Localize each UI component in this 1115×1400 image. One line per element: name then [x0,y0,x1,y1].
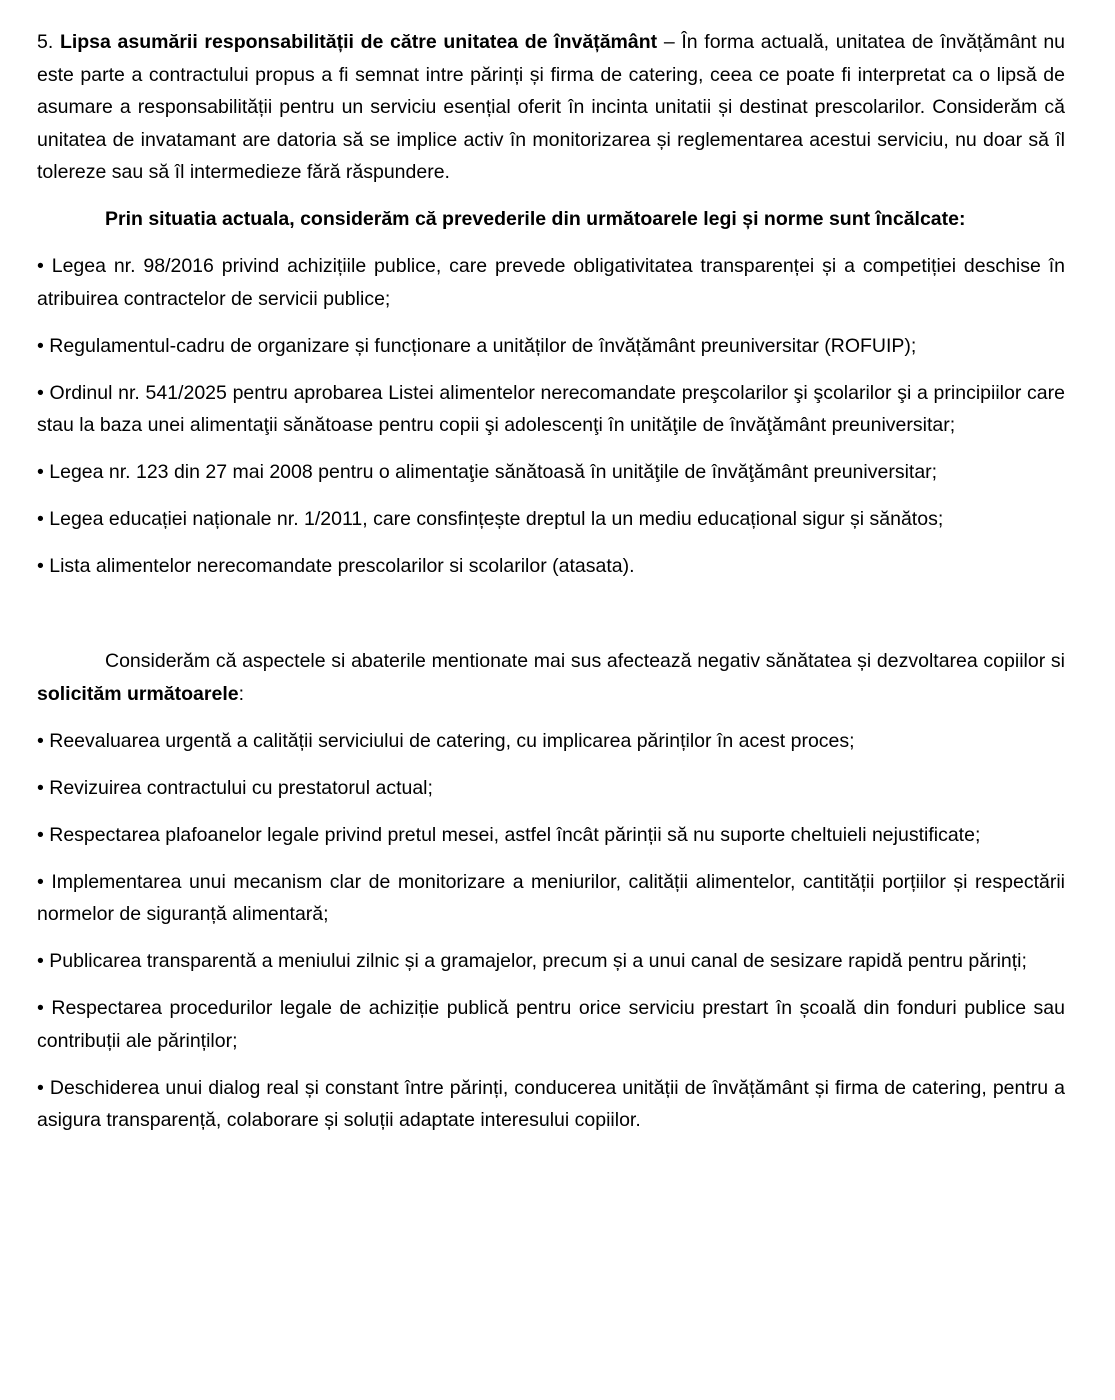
request-item: • Reevaluarea urgentă a calității serviciului de catering, cu implicarea părinților în acest proces; [37,725,1065,758]
section-number: 5. [37,31,54,53]
request-item: • Respectarea plafoanelor legale privind pretul mesei, astfel încât părinții să nu suporte cheltuieli nejustificate; [37,819,1065,852]
laws-intro: Prin situatia actuala, considerăm că prevederile din următoarele legi și norme sunt încălcate: [105,208,966,230]
requests-intro-colon: : [238,682,245,705]
law-item: • Legea nr. 98/2016 privind achizițiile publice, care prevede obligativitatea transparenței și a competiției deschise în atribuirea contractelor de servicii publice; [37,250,1065,315]
law-item: • Legea nr. 123 din 27 mai 2008 pentru o alimentaţie sănătoasă în unităţile de învăţământ preuniversitar; [37,456,1065,489]
section-5-paragraph [37,26,1065,189]
request-item: • Deschiderea unui dialog real și constant între părinți, conducerea unității de învățământ și firma de catering, pentru a asigura transparență, colaborare și soluții adaptate interesului copiilor. [37,1072,1065,1137]
section-body: În forma actuală, unitatea de învățământ nu este parte a contractului propus a fi semnat intre părinți și firma de catering, ceea ce poate fi interpretat ca o lipsă de asumare a responsabilității pentru un serviciu esențial oferit în incinta unitatii și destinat prescolarilor. Considerăm că unitatea de invatamant are datoria să se implice activ în monitorizarea și reglementarea acestui serviciu, nu doar să îl tolereze sau să îl intermedieze fără răspundere. [37,31,1066,183]
request-item: • Respectarea procedurilor legale de achiziție publică pentru orice serviciu prestart în școală din fonduri publice sau contribuții ale părinților; [37,992,1065,1057]
law-item: • Ordinul nr. 541/2025 pentru aprobarea Listei alimentelor nerecomandate preşcolarilor şi şcolarilor şi a principiilor care stau la baza unei alimentaţii sănătoase pentru copii şi adolescenţi în unităţile de învăţământ preuniversitar; [37,377,1065,442]
paragraph-gap [37,597,1065,645]
request-item: • Revizuirea contractului cu prestatorul actual; [37,772,1065,805]
request-item: • Publicarea transparentă a meniului zilnic și a gramajelor, precum și a unui canal de sesizare rapidă pentru părinți; [37,945,1065,978]
section-dash: – [663,31,675,53]
law-item: • Regulamentul-cadru de organizare și funcționare a unităților de învățământ preuniversitar (ROFUIP); [37,330,1065,363]
law-item: • Legea educației naționale nr. 1/2011, care consfințește dreptul la un mediu educațional sigur și sănătos; [37,503,1065,536]
requests-intro [37,645,1065,710]
requests-intro-text: Considerăm că aspectele si abaterile mentionate mai sus afectează negativ sănătatea și dezvoltarea copiilor si [105,650,1065,672]
section-heading: Lipsa asumării responsabilității de către unitatea de învățământ [59,31,658,53]
requests-intro-bold: solicităm următoarele [37,682,239,705]
request-item: • Implementarea unui mecanism clar de monitorizare a meniurilor, calității alimentelor, cantității porțiilor și respectării normelor de siguranță alimentară; [37,866,1065,931]
law-item: • Lista alimentelor nerecomandate prescolarilor si scolarilor (atasata). [37,550,1065,583]
